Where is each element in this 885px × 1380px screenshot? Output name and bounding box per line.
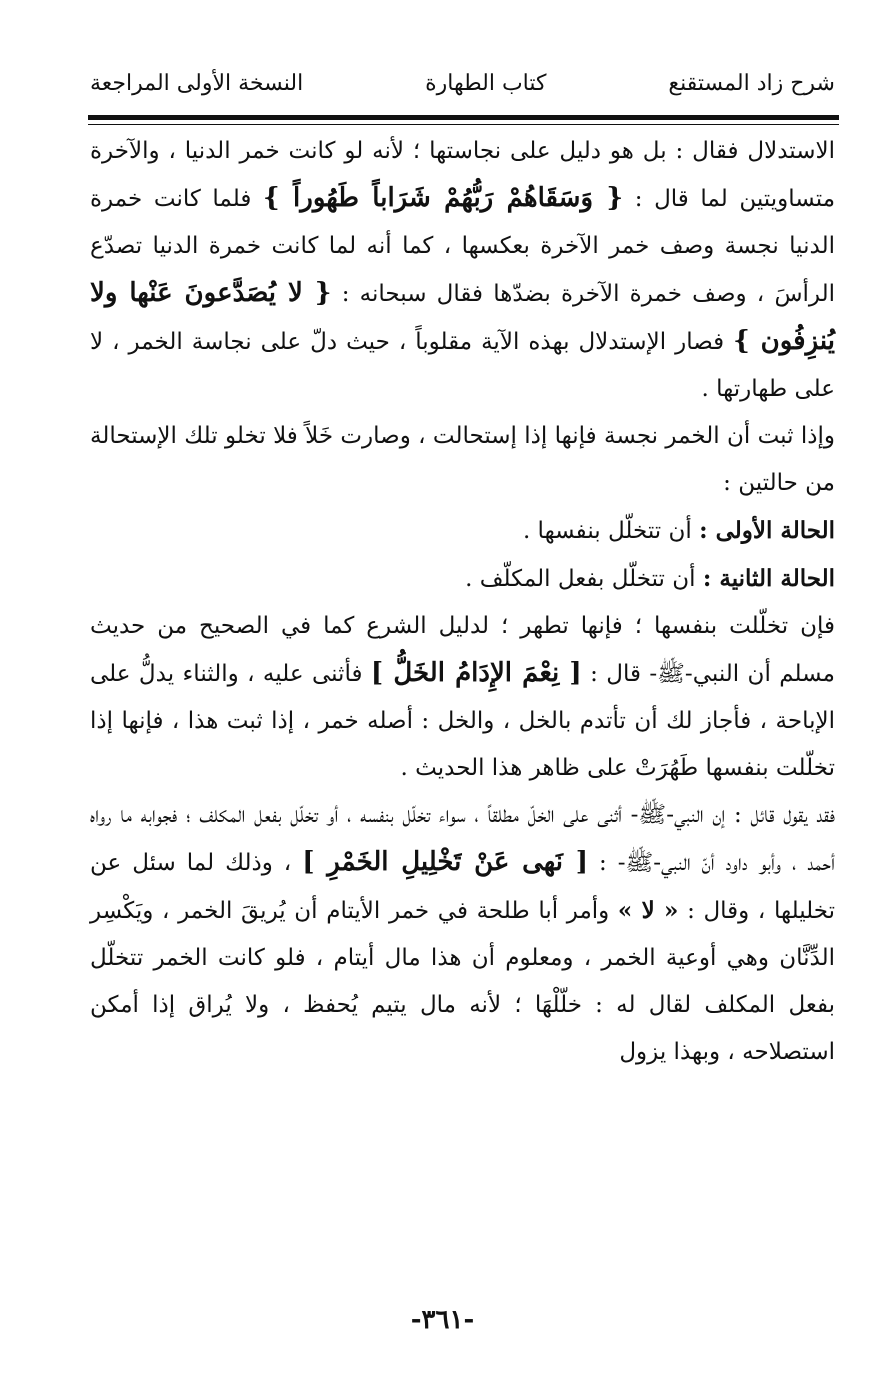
paragraph-text: فقد يقول قائل : إن النبي-ﷺ- أثنى على الخلّ مطلقاً ، سواء تخلّل بنفسه ، أو تخلّل بفعل المكلف ؛ فجوابه ما رواه أحمد ، وأبو داود أنّ النبي-ﷺ- :: [90, 802, 835, 876]
hadith-quote: [ نِعْمَ الإِدَامُ الخَلُّ ]: [370, 658, 582, 688]
paragraph-text: فصار الإستدلال بهذه الآية مقلوباً ، حيث دلّ على نجاسة الخمر ، لا على طهارتها .: [90, 329, 835, 402]
paragraph-text: أن تتخلّل بنفسها .: [522, 518, 692, 544]
paragraph-text: ، وذلك لما سئل عن تخليلها ، وقال :: [90, 850, 836, 924]
paragraph-text: أن تتخلّل بفعل المكلّف .: [465, 566, 696, 592]
running-header: [90, 58, 835, 108]
paragraph-text: وأمر أبا طلحة في خمر الأيتام أن يُريقَ الخمر ، ويَكْسِر الدِّنَّان وهي أوعية الخمر ، ومعلوم أن هذا مال أيتام ، فلو كانت الخمر تتخلّل بفعل المكلف لقال له : خلّلْهَا ؛ لأنه مال يتيم يُحفظ ، ولا يُراق إذا أمكن استصلاحه ، وبهذا يزول: [90, 898, 835, 1065]
paragraph-case-2: [90, 555, 835, 603]
header-rule-thick: [88, 115, 839, 120]
quoted-answer: « لا »: [617, 897, 679, 924]
header-chapter: كتاب الطهارة: [425, 70, 547, 96]
case-label: الحالة الثانية :: [702, 565, 835, 592]
paragraph-1: [90, 128, 835, 413]
paragraph-5: [90, 603, 835, 792]
paragraph-2: [90, 413, 835, 507]
paragraph-case-1: [90, 507, 835, 555]
paragraph-text: فلما كانت خمرة الدنيا نجسة وصف خمر الآخرة بعكسها ، كما أنه لما كانت خمرة الدنيا تصدّع الرأسَ ، وصف خمرة الآخرة بضدّها فقال سبحانه :: [90, 186, 835, 307]
paragraph-text: الاستدلال فقال : بل هو دليل على نجاستها ؛ لأنه لو كانت خمر الدنيا ، والآخرة متساويتين لما قال :: [90, 138, 836, 212]
paragraph-6: [90, 792, 835, 1076]
paragraph-text: فأثنى عليه ، والثناء يدلُّ على الإباحة ، فأجاز لك أن تأتدم بالخل ، والخل : أصله خمر ، إذا ثبت هذا ، فإنها إذا تخلّلت بنفسها طَهُرَتْ على ظاهر هذا الحديث .: [90, 661, 835, 781]
paragraph-text: وإذا ثبت أن الخمر نجسة فإنها إذا إستحالت ، وصارت خَلاً فلا تخلو تلك الإستحالة من حالتين :: [90, 423, 835, 496]
hadith-quote: [ نَهى عَنْ تَخْلِيلِ الخَمْرِ ]: [302, 847, 589, 877]
case-label: الحالة الأولى :: [699, 517, 835, 544]
header-rule-thin: [88, 124, 839, 125]
page-number: -٣٦١-: [410, 1305, 475, 1335]
quran-verse: { وَسَقَاهُمْ رَبُّهُمْ شَرَاباً طَهُوراً }: [262, 183, 624, 213]
paragraph-text: فإن تخلّلت بنفسها ؛ فإنها تطهر ؛ لدليل الشرع كما في الصحيح من حديث مسلم أن النبي-ﷺ- قال :: [90, 613, 835, 687]
header-book-title: شرح زاد المستقنع: [668, 70, 835, 96]
body-text: [90, 128, 835, 1076]
header-edition: النسخة الأولى المراجعة: [90, 70, 304, 96]
quran-verse: { لا يُصَدَّعونَ عَنْها ولا يُنزِفُون }: [90, 278, 835, 356]
